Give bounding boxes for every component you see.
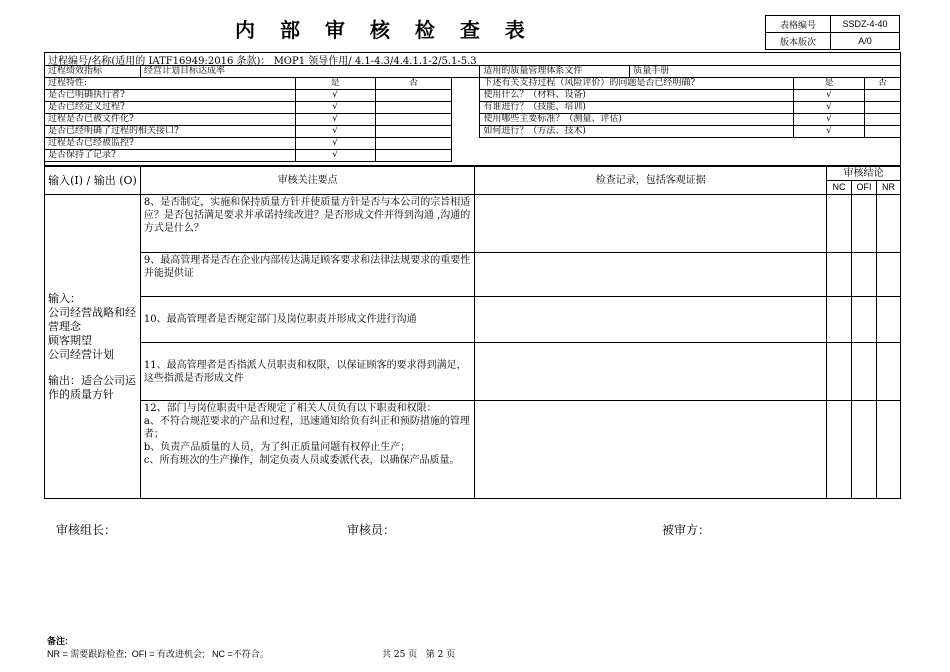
left-check-yes: √ (295, 90, 375, 102)
form-number-label: 表格编号 (766, 16, 831, 33)
right-check-no (864, 126, 900, 138)
input-item: 公司经营计划 (48, 347, 114, 361)
left-check-yes: √ (295, 126, 375, 138)
gap-cell (452, 114, 480, 126)
left-question: 是否已明确执行者? (45, 90, 296, 102)
left-check-yes: √ (295, 102, 375, 114)
gap-cell (452, 126, 480, 138)
nc-cell[interactable] (827, 253, 852, 297)
note-label: 备注: (47, 636, 68, 646)
left-check-no (375, 102, 452, 114)
nc-cell[interactable] (827, 401, 852, 499)
output-text: 输出：适合公司运作的质量方针 (48, 373, 136, 401)
io-header: 输入(I) / 输出 (O) (45, 167, 141, 195)
right-check-yes: √ (794, 126, 865, 138)
nc-cell[interactable] (827, 195, 852, 253)
auditee-signature: 被审方： (662, 523, 711, 537)
right-header-label: 下述有关支持过程（风险评价）的问题是否已经明确? (480, 78, 794, 90)
form-header-table (765, 15, 900, 50)
nc-cell[interactable] (827, 343, 852, 401)
qms-doc-value: 质量手册 (630, 66, 901, 78)
nr-cell[interactable] (877, 253, 901, 297)
nc-header: NC (827, 181, 852, 195)
focus-item: 12、部门与岗位职责中是否规定了相关人员负有以下职责和权限： a、不符合规范要求的产品和过程，迅速通知给负有纠正和预防措施的管理者； b、负责产品质量的人员，为了纠正质量问题有权停止生产； c、所有班次的生产操作，制定负责人员或委派代表，以确保产品质量。 (140, 401, 475, 499)
form-number-value: SSDZ-4-40 (831, 16, 900, 33)
record-cell[interactable] (475, 195, 827, 253)
right-header-yes: 是 (794, 78, 865, 90)
audit-checklist-table (44, 166, 901, 499)
left-question: 是否已经定义过程? (45, 102, 296, 114)
nr-cell[interactable] (877, 343, 901, 401)
right-check-no (864, 90, 900, 102)
left-question: 是否保持了记录? (45, 150, 296, 162)
nr-cell[interactable] (877, 297, 901, 343)
record-cell[interactable] (475, 401, 827, 499)
empty-area (452, 150, 901, 162)
right-question: 使用什么？（材料、设备) (480, 90, 794, 102)
ofi-cell[interactable] (852, 297, 877, 343)
nc-cell[interactable] (827, 297, 852, 343)
right-question: 如何进行？（方法、技术) (480, 126, 794, 138)
right-header-no: 否 (864, 78, 900, 90)
focus-item: 10、最高管理者是否规定部门及岗位职责并形成文件进行沟通 (140, 297, 475, 343)
kpi-label: 过程绩效指标 (45, 66, 141, 78)
kpi-value: 经营计划目标达成率 (140, 66, 479, 78)
record-cell[interactable] (475, 343, 827, 401)
empty-area (452, 138, 901, 150)
record-cell[interactable] (475, 253, 827, 297)
nr-header: NR (877, 181, 901, 195)
nr-cell[interactable] (877, 195, 901, 253)
right-question: 使用哪些主要标准？（测量、评估) (480, 114, 794, 126)
left-header-label: 过程特性: (45, 78, 296, 90)
auditor-signature: 审核员： (347, 523, 396, 537)
right-check-no (864, 114, 900, 126)
process-line: 过程编号/名称(适用的 IATF16949:2016 条款)： MOP1 领导作用/ 4.1-4.3/4.4.1.1-2/5.1-5.3 (48, 56, 477, 67)
left-check-no (375, 150, 452, 162)
left-header-no: 否 (375, 78, 452, 90)
left-check-no (375, 138, 452, 150)
process-characteristics-table (44, 65, 901, 162)
right-check-no (864, 102, 900, 114)
ofi-cell[interactable] (852, 343, 877, 401)
nr-cell[interactable] (877, 401, 901, 499)
ofi-header: OFI (852, 181, 877, 195)
gap-cell (452, 90, 480, 102)
left-question: 是否已经明确了过程的相关接口? (45, 126, 296, 138)
focus-item: 9、最高管理者是否在企业内部传达满足顾客要求和法律法规要求的重要性并能提供证 (140, 253, 475, 297)
focus-item: 8、是否制定，实施和保持质量方针并使质量方针是否与本公司的宗旨相适应？是否包括满足要求并承诺持续改进？是否形成文件并得到沟通 ,沟通的方式是什么？ (140, 195, 475, 253)
ofi-cell[interactable] (852, 401, 877, 499)
focus-header: 审核关注要点 (140, 167, 475, 195)
audit-leader-signature: 审核组长： (56, 523, 117, 537)
input-label: 输入： (48, 291, 81, 305)
left-check-yes: √ (295, 114, 375, 126)
right-check-yes: √ (794, 90, 865, 102)
record-cell[interactable] (475, 297, 827, 343)
left-check-yes: √ (295, 150, 375, 162)
version-label: 版本版次 (766, 33, 831, 50)
ofi-cell[interactable] (852, 195, 877, 253)
left-check-no (375, 90, 452, 102)
left-check-no (375, 114, 452, 126)
gap-cell (452, 78, 480, 90)
left-header-yes: 是 (295, 78, 375, 90)
legend-text: NR = 需要跟踪检查; OFI = 有改进机会; NC =不符合。 (47, 649, 269, 659)
left-check-yes: √ (295, 138, 375, 150)
form-title: 内 部 审 核 检 查 表 (235, 18, 534, 42)
gap-cell (452, 102, 480, 114)
focus-item: 11、最高管理者是否指派人员职责和权限，以保证顾客的要求得到满足，这些指派是否形成文件 (140, 343, 475, 401)
input-item: 顾客期望 (48, 333, 92, 347)
version-value: A/0 (831, 33, 900, 50)
left-question: 过程是否已经被监控? (45, 138, 296, 150)
right-check-yes: √ (794, 114, 865, 126)
left-question: 过程是否已被文件化? (45, 114, 296, 126)
page-number: 共 25 页 第 2 页 (382, 650, 456, 660)
record-header: 检查记录，包括客观证据 (475, 167, 827, 195)
left-check-no (375, 126, 452, 138)
input-item: 公司经营战略和经营理念 (48, 305, 136, 333)
conclusion-header: 审核结论 (827, 167, 901, 181)
right-check-yes: √ (794, 102, 865, 114)
qms-doc-label: 适用的质量管理体系文件 (480, 66, 630, 78)
ofi-cell[interactable] (852, 253, 877, 297)
right-question: 有谁进行？（技能、培训) (480, 102, 794, 114)
io-cell (45, 195, 141, 499)
